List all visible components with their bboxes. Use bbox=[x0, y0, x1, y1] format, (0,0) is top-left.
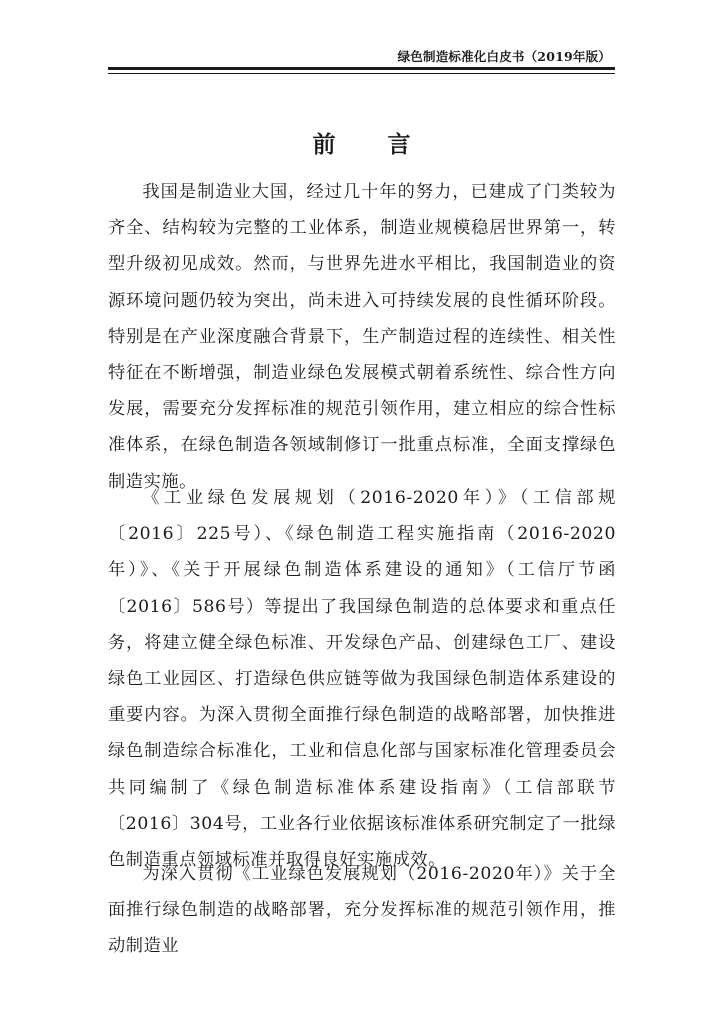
page-title: 前 言 bbox=[312, 131, 433, 158]
paragraph-1: 我国是制造业大国，经过几十年的努力，已建成了门类较为齐全、结构较为完整的工业体系，制造业规模稳居世界第一，转型升级初见成效。然而，与世界先进水平相比，我国制造业的资源环境问题仍较为突出，尚未进入可持续发展的良性循环阶段。特别是在产业深度融合背景下，生产制造过程的连续性、相关性特征在不断增强，制造业绿色发展模式朝着系统性、综合性方向发展，需要充分发挥标准的规范引领作用，建立相应的综合性标准体系，在绿色制造各领域制修订一批重点标准，全面支撑绿色制造实施。 bbox=[108, 182, 616, 492]
paragraph-3: 为深入贯彻《工业绿色发展规划（2016-2020年）》关于全面推行绿色制造的战略部署，充分发挥标准的规范引领作用，推动制造业 bbox=[108, 864, 616, 957]
header-divider bbox=[108, 67, 615, 72]
paragraph-2: 《工业绿色发展规划（2016-2020年）》（工信部规〔2016〕225号）、《绿色制造工程实施指南（2016-2020年）》、《关于开展绿色制造体系建设的通知》（工信厅节函〔2016〕586号）等提出了我国绿色制造的总体要求和重点任务，将建立健全绿色标准、开发绿色产品、创建绿色工厂、建设绿色工业园区、打造绿色供应链等做为我国绿色制造体系建设的重要内容。为深入贯彻全面推行绿色制造的战略部署，加快推进绿色制造综合标准化，工业和信息化部与国家标准化管理委员会共同编制了《绿色制造标准体系建设指南》（工信部联节〔2016〕304号，工业各行业依据该标准体系研究制定了一批绿色制造重点领域标准并取得良好实施成效。 bbox=[108, 488, 616, 871]
running-header-title: 绿色制造标准化白皮书（2019年版） bbox=[397, 49, 611, 64]
